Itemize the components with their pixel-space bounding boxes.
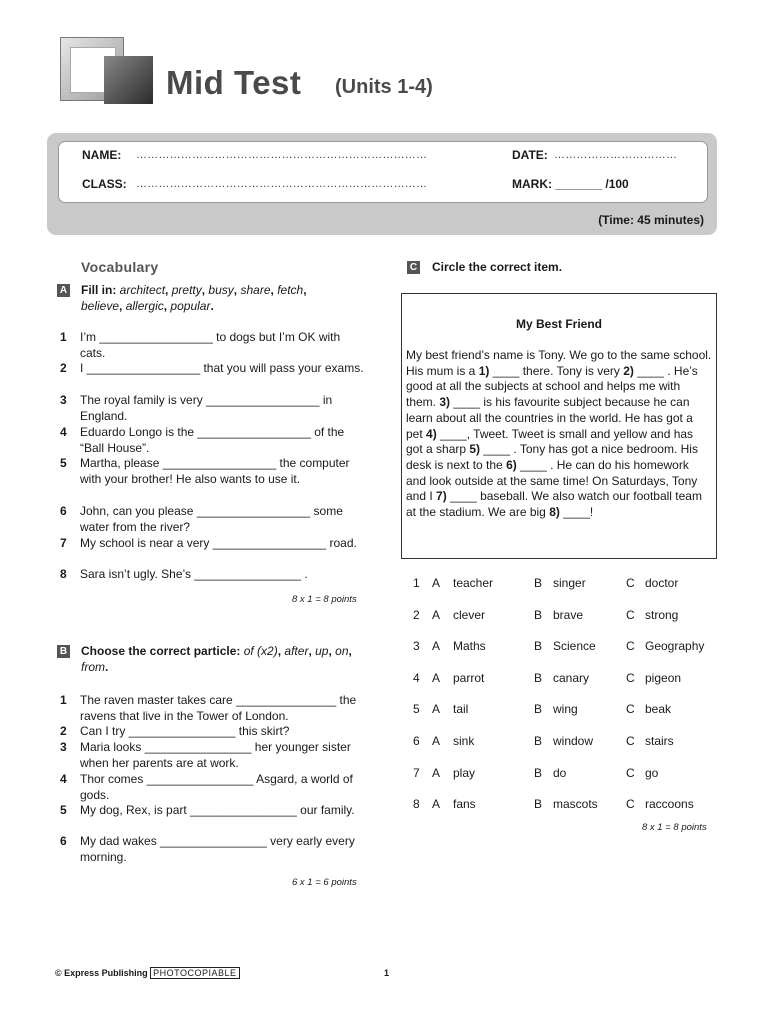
- question-b-6: 6 My dad wakes ________________ very early every morning.: [60, 834, 355, 864]
- option-letter-b-3: B: [534, 639, 543, 653]
- option-letter-b-2: B: [534, 608, 543, 622]
- section-b-points: 6 x 1 = 6 points: [292, 877, 357, 888]
- page-title: Mid Test: [166, 64, 302, 101]
- question-b-2: 2 Can I try ________________ this skirt?: [60, 724, 290, 738]
- option-letter-a-1: A: [432, 576, 441, 590]
- question-a-1: 1 I’m _________________ to dogs but I’m OK with cats.: [60, 330, 341, 360]
- option-c-1[interactable]: doctor: [645, 576, 679, 590]
- question-b-1: 1 The raven master takes care _______________ the ravens that live in the Tower of London.: [60, 693, 357, 723]
- option-letter-b-5: B: [534, 702, 543, 716]
- option-b-8[interactable]: mascots: [553, 797, 598, 811]
- option-a-3[interactable]: Maths: [453, 639, 486, 653]
- section-a-instruction-label: Fill in:: [81, 283, 117, 297]
- date-field[interactable]: ……………………………: [554, 149, 678, 161]
- option-b-7[interactable]: do: [553, 766, 567, 780]
- photocopiable-label: PHOTOCOPIABLE: [150, 967, 239, 979]
- option-number-8: 8: [413, 797, 420, 811]
- option-letter-c-2: C: [626, 608, 635, 622]
- option-b-1[interactable]: singer: [553, 576, 586, 590]
- question-a-7: 7 My school is near a very _________________ road.: [60, 536, 357, 550]
- option-number-4: 4: [413, 671, 420, 685]
- option-letter-c-5: C: [626, 702, 635, 716]
- option-b-3[interactable]: Science: [553, 639, 596, 653]
- option-letter-b-8: B: [534, 797, 543, 811]
- section-b-badge: B: [57, 645, 70, 658]
- question-a-8: 8 Sara isn’t ugly. She’s ________________ .: [60, 567, 308, 581]
- section-c-instruction: Circle the correct item.: [432, 260, 563, 274]
- option-letter-c-8: C: [626, 797, 635, 811]
- section-c-points: 8 x 1 = 8 points: [642, 822, 707, 833]
- option-letter-a-3: A: [432, 639, 441, 653]
- section-a-badge: A: [57, 284, 70, 297]
- option-number-6: 6: [413, 734, 420, 748]
- question-a-6: 6 John, can you please _________________ some water from the river?: [60, 504, 343, 534]
- page-number: 1: [384, 968, 390, 978]
- option-letter-b-7: B: [534, 766, 543, 780]
- question-b-3: 3 Maria looks ________________ her younger sister when her parents are at work.: [60, 740, 351, 770]
- page-subtitle: (Units 1-4): [335, 76, 433, 98]
- option-letter-a-8: A: [432, 797, 441, 811]
- option-c-6[interactable]: stairs: [645, 734, 674, 748]
- mark-field[interactable]: MARK: _______ /100: [512, 177, 629, 191]
- logo-square-front: [104, 56, 153, 104]
- option-a-7[interactable]: play: [453, 766, 476, 780]
- question-a-5: 5 Martha, please _________________ the computer with your brother! He also wants to use it.: [60, 456, 350, 486]
- option-number-1: 1: [413, 576, 420, 590]
- section-b-instruction-label: Choose the correct particle:: [81, 644, 241, 658]
- option-b-5[interactable]: wing: [553, 702, 578, 716]
- option-letter-a-7: A: [432, 766, 441, 780]
- option-c-2[interactable]: strong: [645, 608, 679, 622]
- date-label: DATE:: [512, 148, 548, 162]
- option-letter-a-2: A: [432, 608, 441, 622]
- question-a-4: 4 Eduardo Longo is the _________________ of the “Ball House”.: [60, 425, 345, 455]
- class-label: CLASS:: [82, 177, 127, 191]
- option-a-6[interactable]: sink: [453, 734, 475, 748]
- option-letter-b-6: B: [534, 734, 543, 748]
- option-c-5[interactable]: beak: [645, 702, 672, 716]
- option-number-3: 3: [413, 639, 420, 653]
- option-letter-c-1: C: [626, 576, 635, 590]
- class-field[interactable]: ……………………………………………………………………: [136, 178, 428, 190]
- section-b-instruction: Choose the correct particle: of (x2), after, up, on, from.: [81, 644, 352, 674]
- question-b-5: 5 My dog, Rex, is part ________________ our family.: [60, 803, 355, 817]
- name-field[interactable]: ……………………………………………………………………: [136, 149, 428, 161]
- option-c-3[interactable]: Geography: [645, 639, 705, 653]
- vocabulary-heading: Vocabulary: [81, 259, 159, 275]
- option-b-2[interactable]: brave: [553, 608, 584, 622]
- section-c-badge: C: [407, 261, 420, 274]
- option-a-5[interactable]: tail: [453, 702, 469, 716]
- story-title: My Best Friend: [515, 317, 602, 331]
- option-letter-b-1: B: [534, 576, 543, 590]
- option-a-4[interactable]: parrot: [453, 671, 485, 685]
- footer-copyright: © Express Publishing PHOTOCOPIABLE: [55, 968, 240, 978]
- option-a-8[interactable]: fans: [453, 797, 476, 811]
- option-letter-a-6: A: [432, 734, 441, 748]
- time-limit: (Time: 45 minutes): [598, 213, 704, 227]
- option-letter-a-4: A: [432, 671, 441, 685]
- option-number-2: 2: [413, 608, 420, 622]
- option-number-7: 7: [413, 766, 420, 780]
- option-letter-a-5: A: [432, 702, 441, 716]
- option-letter-b-4: B: [534, 671, 543, 685]
- option-letter-c-6: C: [626, 734, 635, 748]
- option-c-4[interactable]: pigeon: [645, 671, 682, 685]
- option-letter-c-7: C: [626, 766, 635, 780]
- question-b-4: 4 Thor comes ________________ Asgard, a world of gods.: [60, 772, 353, 802]
- question-a-2: 2 I _________________ that you will pass your exams.: [60, 361, 364, 375]
- section-a-instruction: Fill in: architect, pretty, busy, share, fetch, believe, allergic, popular.: [81, 283, 307, 313]
- section-a-points: 8 x 1 = 8 points: [292, 594, 357, 605]
- option-b-6[interactable]: window: [553, 734, 594, 748]
- story-text: My best friend’s name is Tony. We go to the same school. His mum is a 1) ____ there. Tony is very 2) ____ . He’s good at all the subjects at school and helps me with them. 3) ____ is his favourite subject because he can learn about all the countries in the world. He has got a pet 4) ____, Tweet. Tweet is small and yellow and has got a sharp 5) ____ . Tony has got a nice bedroom. His desk is next to the 6) ____ . He can do his homework and look outside at the same time! On Saturdays, Tony and I 7) ____ baseball. We also watch our football team at the stadium. We are big 8) ____!: [406, 348, 712, 520]
- option-b-4[interactable]: canary: [553, 671, 590, 685]
- question-a-3: 3 The royal family is very _________________ in England.: [60, 393, 333, 423]
- name-label: NAME:: [82, 148, 122, 162]
- option-a-1[interactable]: teacher: [453, 576, 494, 590]
- option-letter-c-4: C: [626, 671, 635, 685]
- option-c-7[interactable]: go: [645, 766, 659, 780]
- option-letter-c-3: C: [626, 639, 635, 653]
- option-a-2[interactable]: clever: [453, 608, 486, 622]
- option-number-5: 5: [413, 702, 420, 716]
- option-c-8[interactable]: raccoons: [645, 797, 694, 811]
